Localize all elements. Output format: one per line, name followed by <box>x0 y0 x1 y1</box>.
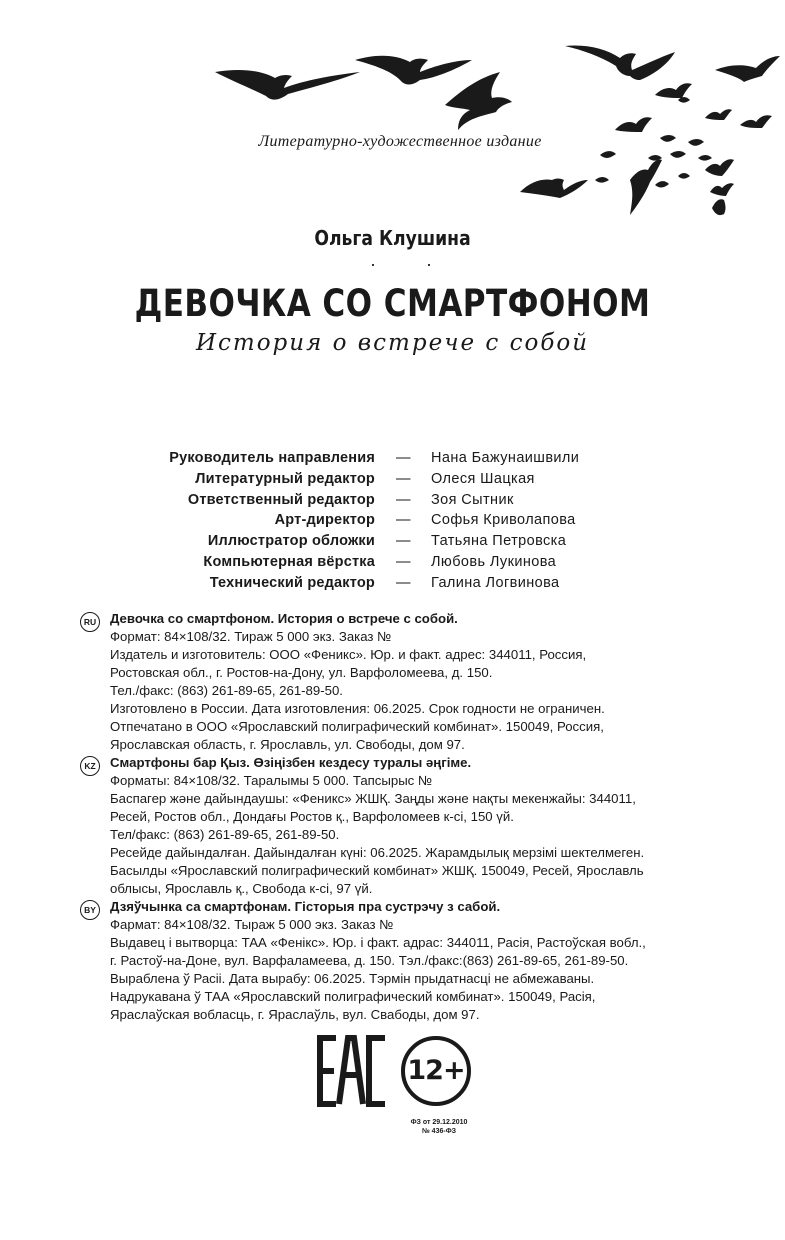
bird-icon <box>740 115 772 128</box>
book-title: ДЕВОЧКА СО СМАРТФОНОМ <box>134 282 651 325</box>
credit-name: Зоя Сытник <box>431 491 514 508</box>
credit-role: Литературный редактор <box>195 470 375 487</box>
imprint-line: Ростовская обл., г. Ростов-на-Дону, ул. Варфоломеева, д. 150. <box>110 665 493 680</box>
bird-icon <box>705 159 734 176</box>
bird-icon <box>615 117 652 132</box>
credit-name: Софья Криволапова <box>431 512 576 529</box>
lang-badge-kz: KZ <box>80 756 100 776</box>
imprint-ru <box>80 610 760 754</box>
credit-name: Олеся Шацкая <box>431 470 535 487</box>
law-reference-number: № 436-ФЗ <box>421 1128 457 1135</box>
imprint-line: Фармат: 84×108/32. Тыраж 5 000 экз. Заказ № <box>110 917 394 932</box>
credit-role: Арт-директор <box>274 512 375 529</box>
credit-row <box>0 533 785 554</box>
credit-dash: — <box>396 512 411 529</box>
bird-icon <box>565 46 675 81</box>
credit-dash: — <box>396 533 411 550</box>
imprint-line: Ярославская область, г. Ярославль, ул. Свободы, дом 97. <box>110 737 465 752</box>
bird-icon <box>520 179 588 199</box>
bird-icon <box>655 83 692 98</box>
bird-icon <box>705 109 732 120</box>
imprint-line: Ресей, Ростов обл., Дондағы Ростов қ., Варфоломеев к-сі, 150 үй. <box>110 809 514 824</box>
age-rating-text: 12+ <box>407 1055 465 1086</box>
imprint-line: Форматы: 84×108/32. Таралымы 5 000. Тапсырыс № <box>110 773 433 788</box>
credit-row <box>0 471 785 492</box>
credit-name: Галина Логвинова <box>431 574 560 591</box>
imprint-by <box>80 898 760 1024</box>
imprint-line: облысы, Ярославль қ., Свобода к-сі, 97 үй. <box>110 881 373 896</box>
imprint-line: Басылды «Ярославский полиграфический комбинат» ЖШҚ. 150049, Ресей, Ярославль <box>110 863 644 878</box>
bird-icon <box>355 56 472 85</box>
separator-dot <box>372 264 374 266</box>
separator-dot <box>428 264 430 266</box>
imprint-line: Отпечатано в ООО «Ярославский полиграфический комбинат». 150049, Россия, <box>110 719 604 734</box>
credit-dash: — <box>396 450 411 466</box>
imprint-line: Ресейде дайындалған. Дайындалған күні: 06.2025. Жарамдылық мерзімі шектелмеген. <box>110 845 645 860</box>
bird-icon <box>712 199 726 215</box>
imprint-line: Выдавец і вытворца: ТАА «Фенікс». Юр. і факт. адрас: 344011, Расія, Растоўская вобл., <box>110 935 646 950</box>
imprint-line: Тел./факс: (863) 261-89-65, 261-89-50. <box>110 683 343 698</box>
imprint-line: Баспагер және дайындаушы: «Феникс» ЖШҚ. Заңды және нақты мекенжайы: 344011, <box>110 791 636 806</box>
credit-dash: — <box>396 574 411 591</box>
credit-role: Иллюстратор обложки <box>207 533 375 550</box>
law-reference: ФЗ от 29.12.2010 <box>410 1119 468 1126</box>
credit-dash: — <box>396 553 411 570</box>
imprint-line: Изготовлено в России. Дата изготовления: 06.2025. Срок годности не ограничен. <box>110 701 605 716</box>
birds-illustration <box>200 30 785 230</box>
lang-badge-by: BY <box>80 900 100 920</box>
bird-icon <box>630 159 662 215</box>
credit-row <box>0 512 785 533</box>
bird-icon <box>678 173 690 179</box>
credit-dash: — <box>396 491 411 508</box>
bird-icon <box>595 177 609 183</box>
imprint-line: Тел/факс: (863) 261-89-65, 261-89-50. <box>110 827 340 842</box>
bird-icon <box>698 155 712 161</box>
bird-icon <box>445 72 512 130</box>
imprint-line: Девочка со смартфоном. История о встрече с собой. <box>110 611 458 626</box>
imprint-line: Надрукавана ў ТАА «Ярославский полиграфический комбинат». 150049, Расія, <box>110 989 596 1004</box>
lang-badge-ru: RU <box>80 612 100 632</box>
credit-role: Компьютерная вёрстка <box>203 553 375 570</box>
imprint-section <box>80 610 760 1024</box>
author-name: Ольга Клушина <box>314 226 471 250</box>
credit-row <box>0 492 785 513</box>
credit-name: Любовь Лукинова <box>431 553 557 570</box>
credit-role: Ответственный редактор <box>187 491 375 508</box>
imprint-line: Яраслаўская вобласць, г. Яраслаўль, вул. Свабоды, дом 97. <box>110 1007 480 1022</box>
credit-row <box>0 450 785 471</box>
credit-name: Татьяна Петровска <box>431 533 567 550</box>
credit-dash: — <box>396 470 411 487</box>
credit-role: Руководитель направления <box>169 450 375 466</box>
imprint-line: Выраблена ў Расіі. Дата вырабу: 06.2025. Тэрмін прыдатнасці не абмежаваны. <box>110 971 595 986</box>
bird-icon <box>710 183 734 196</box>
imprint-line: Дзяўчынка са смартфонам. Гісторыя пра сустрэчу з сабой. <box>110 899 501 914</box>
credit-row <box>0 575 785 596</box>
edition-type: Литературно-художественное издание <box>258 133 542 150</box>
bird-icon <box>655 181 669 187</box>
imprint-line: г. Растоў-на-Доне, вул. Варфаламеева, д. 150. Тэл./факс:(863) 261-89-65, 261-89-50. <box>110 953 629 968</box>
age-rating-badge <box>401 1036 471 1106</box>
imprint-line: Формат: 84×108/32. Тираж 5 000 экз. Заказ № <box>110 629 392 644</box>
imprint-line: Издатель и изготовитель: ООО «Феникс». Юр. и факт. адрес: 344011, Россия, <box>110 647 587 662</box>
book-subtitle: История о встрече с собой <box>195 330 590 356</box>
bird-icon <box>715 56 780 82</box>
bird-icon <box>215 70 360 100</box>
credit-role: Технический редактор <box>209 574 375 591</box>
bird-icon <box>600 151 616 158</box>
credit-name: Нана Бажунаишвили <box>431 450 580 466</box>
imprint-line: Смартфоны бар Қыз. Өзіңізбен кездесу туралы әңгіме. <box>110 755 472 770</box>
eac-mark-icon <box>316 1035 388 1107</box>
credits-list <box>0 450 785 596</box>
imprint-kz <box>80 754 760 898</box>
bird-icon <box>670 151 686 158</box>
credit-row <box>0 554 785 575</box>
